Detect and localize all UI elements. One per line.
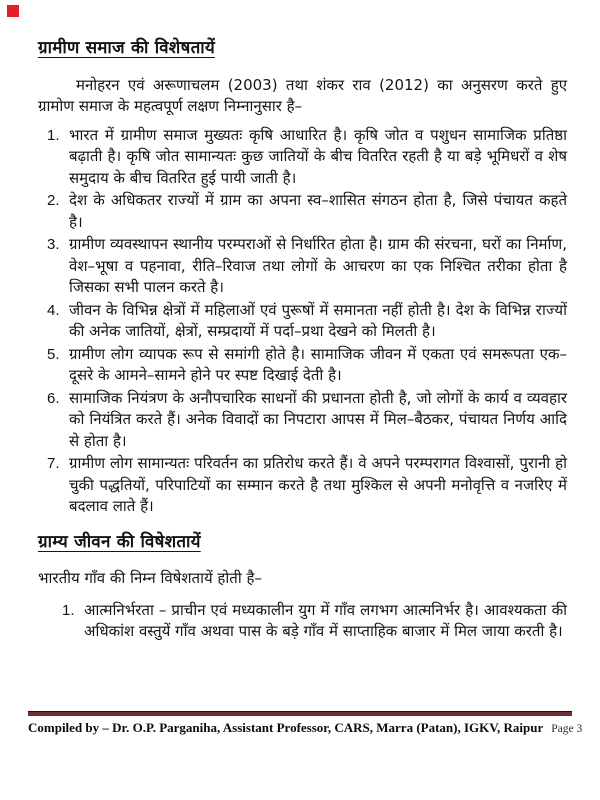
- list-item-text: ग्रामीण लोग व्यापक रूप से समांगी होते है। सामाजिक जीवन में एकता एवं समरूपता एक–दूसरे के आमने–सामने होने पर स्पष्ट दिखाई देती है।: [69, 344, 567, 384]
- list-item-text: सामाजिक नियंत्रण के अनौपचारिक साधनों की प्रधानता होती है, जो लोगों के कार्य व व्यवहार को नियंत्रित करते हैं। अनेक विवादों का निपटारा आपस में मिल–बैठकर, पंचायत निर्णय आदि से होता है।: [69, 388, 567, 450]
- list-item-text: भारत में ग्रामीण समाज मुख्यतः कृषि आधारित है। कृषि जोत व पशुधन सामाजिक प्रतिष्ठा बढ़ाती है। कृषि जोत सामान्यतः कुछ जातियों के बीच वितरित रहती है या बड़े भूमिधरों व शेष समुदाय के बीच वितरित हुई पायी जाती है।: [69, 125, 567, 187]
- page-number: Page 3: [551, 723, 583, 735]
- list-item-text: ग्रामीण लोग सामान्यतः परिवर्तन का प्रतिरोध करते हैं। वे अपने परम्परागत विश्वासों, पुरानी हो चुकी पद्धतियों, परिपाटियों का सम्मान करते है तथा मुश्किल से अपनी मनोवृत्ति व नजरिए में बदलाव लाते हैं।: [69, 454, 567, 515]
- list-item: [38, 388, 567, 453]
- list-item: [53, 600, 567, 643]
- list-item-text: आत्मनिर्भरता – प्राचीन एवं मध्यकालीन युग में गाँव लगभग आत्मनिर्भर है। आवश्यकता की अधिकांश वस्तुयें गाँव अथवा पास के बड़े गाँव में साप्ताहिक बाजार में मिल जाया करती है।: [84, 600, 567, 640]
- document-content: [38, 38, 567, 644]
- red-square-marker: [7, 5, 19, 17]
- list-item-number: 1.: [62, 601, 75, 619]
- section2-intro-line: भारतीय गाँव की निम्न विषेशतायें होती है–: [38, 569, 262, 587]
- section2-list: [53, 600, 567, 643]
- list-item-text: देश के अधिकतर राज्यों में ग्राम का अपना स्व–शासित संगठन होता है, जिसे पंचायत कहते है।: [69, 191, 567, 231]
- list-item-text: जीवन के विभिन्न क्षेत्रों में महिलाओं एवं पुरूषों में समानता नहीं होती है। देश के विभिन्न राज्यों की अनेक जातियों, क्षेत्रों, सम्प्रदायों में पर्दा–प्रथा देखने को मिलती है।: [69, 300, 567, 340]
- list-item: [38, 125, 567, 190]
- list-item: [38, 234, 567, 299]
- list-item-number: 3.: [47, 236, 60, 253]
- compiled-by-text: Compiled by – Dr. O.P. Parganiha, Assistant Professor, CARS, Marra (Patan), IGKV, Raipur: [28, 720, 544, 735]
- list-item-number: 1.: [47, 126, 60, 144]
- section2-heading: ग्राम्य जीवन की विषेशतायें: [38, 531, 201, 552]
- list-item: [38, 300, 567, 343]
- list-item-number: 7.: [47, 455, 60, 472]
- footer-text-row: [28, 720, 583, 736]
- list-item-text: ग्रामीण व्यवस्थापन स्थानीय परम्पराओं से निर्धारित होता है। ग्राम की संरचना, घरों का निर्माण, वेश–भूषा व पहनावा, रीति–रिवाज तथा लोगों के आचरण का एक निश्चित तरीका होता है जिसका सभी पालन करते है।: [69, 235, 567, 296]
- page-footer: [0, 711, 600, 736]
- list-item-number: 2.: [47, 192, 60, 209]
- section1-intro-paragraph: मनोहरन एवं अरूणाचलम (2003) तथा शंकर राव (2012) का अनुसरण करते हुए ग्रामोण समाज के महत्वपूर्ण लक्षण निम्नानुसार है–: [38, 75, 567, 115]
- list-item-number: 4.: [47, 301, 60, 319]
- section1-heading: ग्रामीण समाज की विशेषतायें: [38, 38, 215, 58]
- list-item: [38, 344, 567, 387]
- footer-rule: [28, 711, 572, 716]
- list-item: [38, 190, 567, 233]
- list-item-number: 6.: [47, 389, 60, 407]
- section1-list: [38, 125, 567, 518]
- list-item-number: 5.: [47, 345, 60, 363]
- list-item: [38, 453, 567, 518]
